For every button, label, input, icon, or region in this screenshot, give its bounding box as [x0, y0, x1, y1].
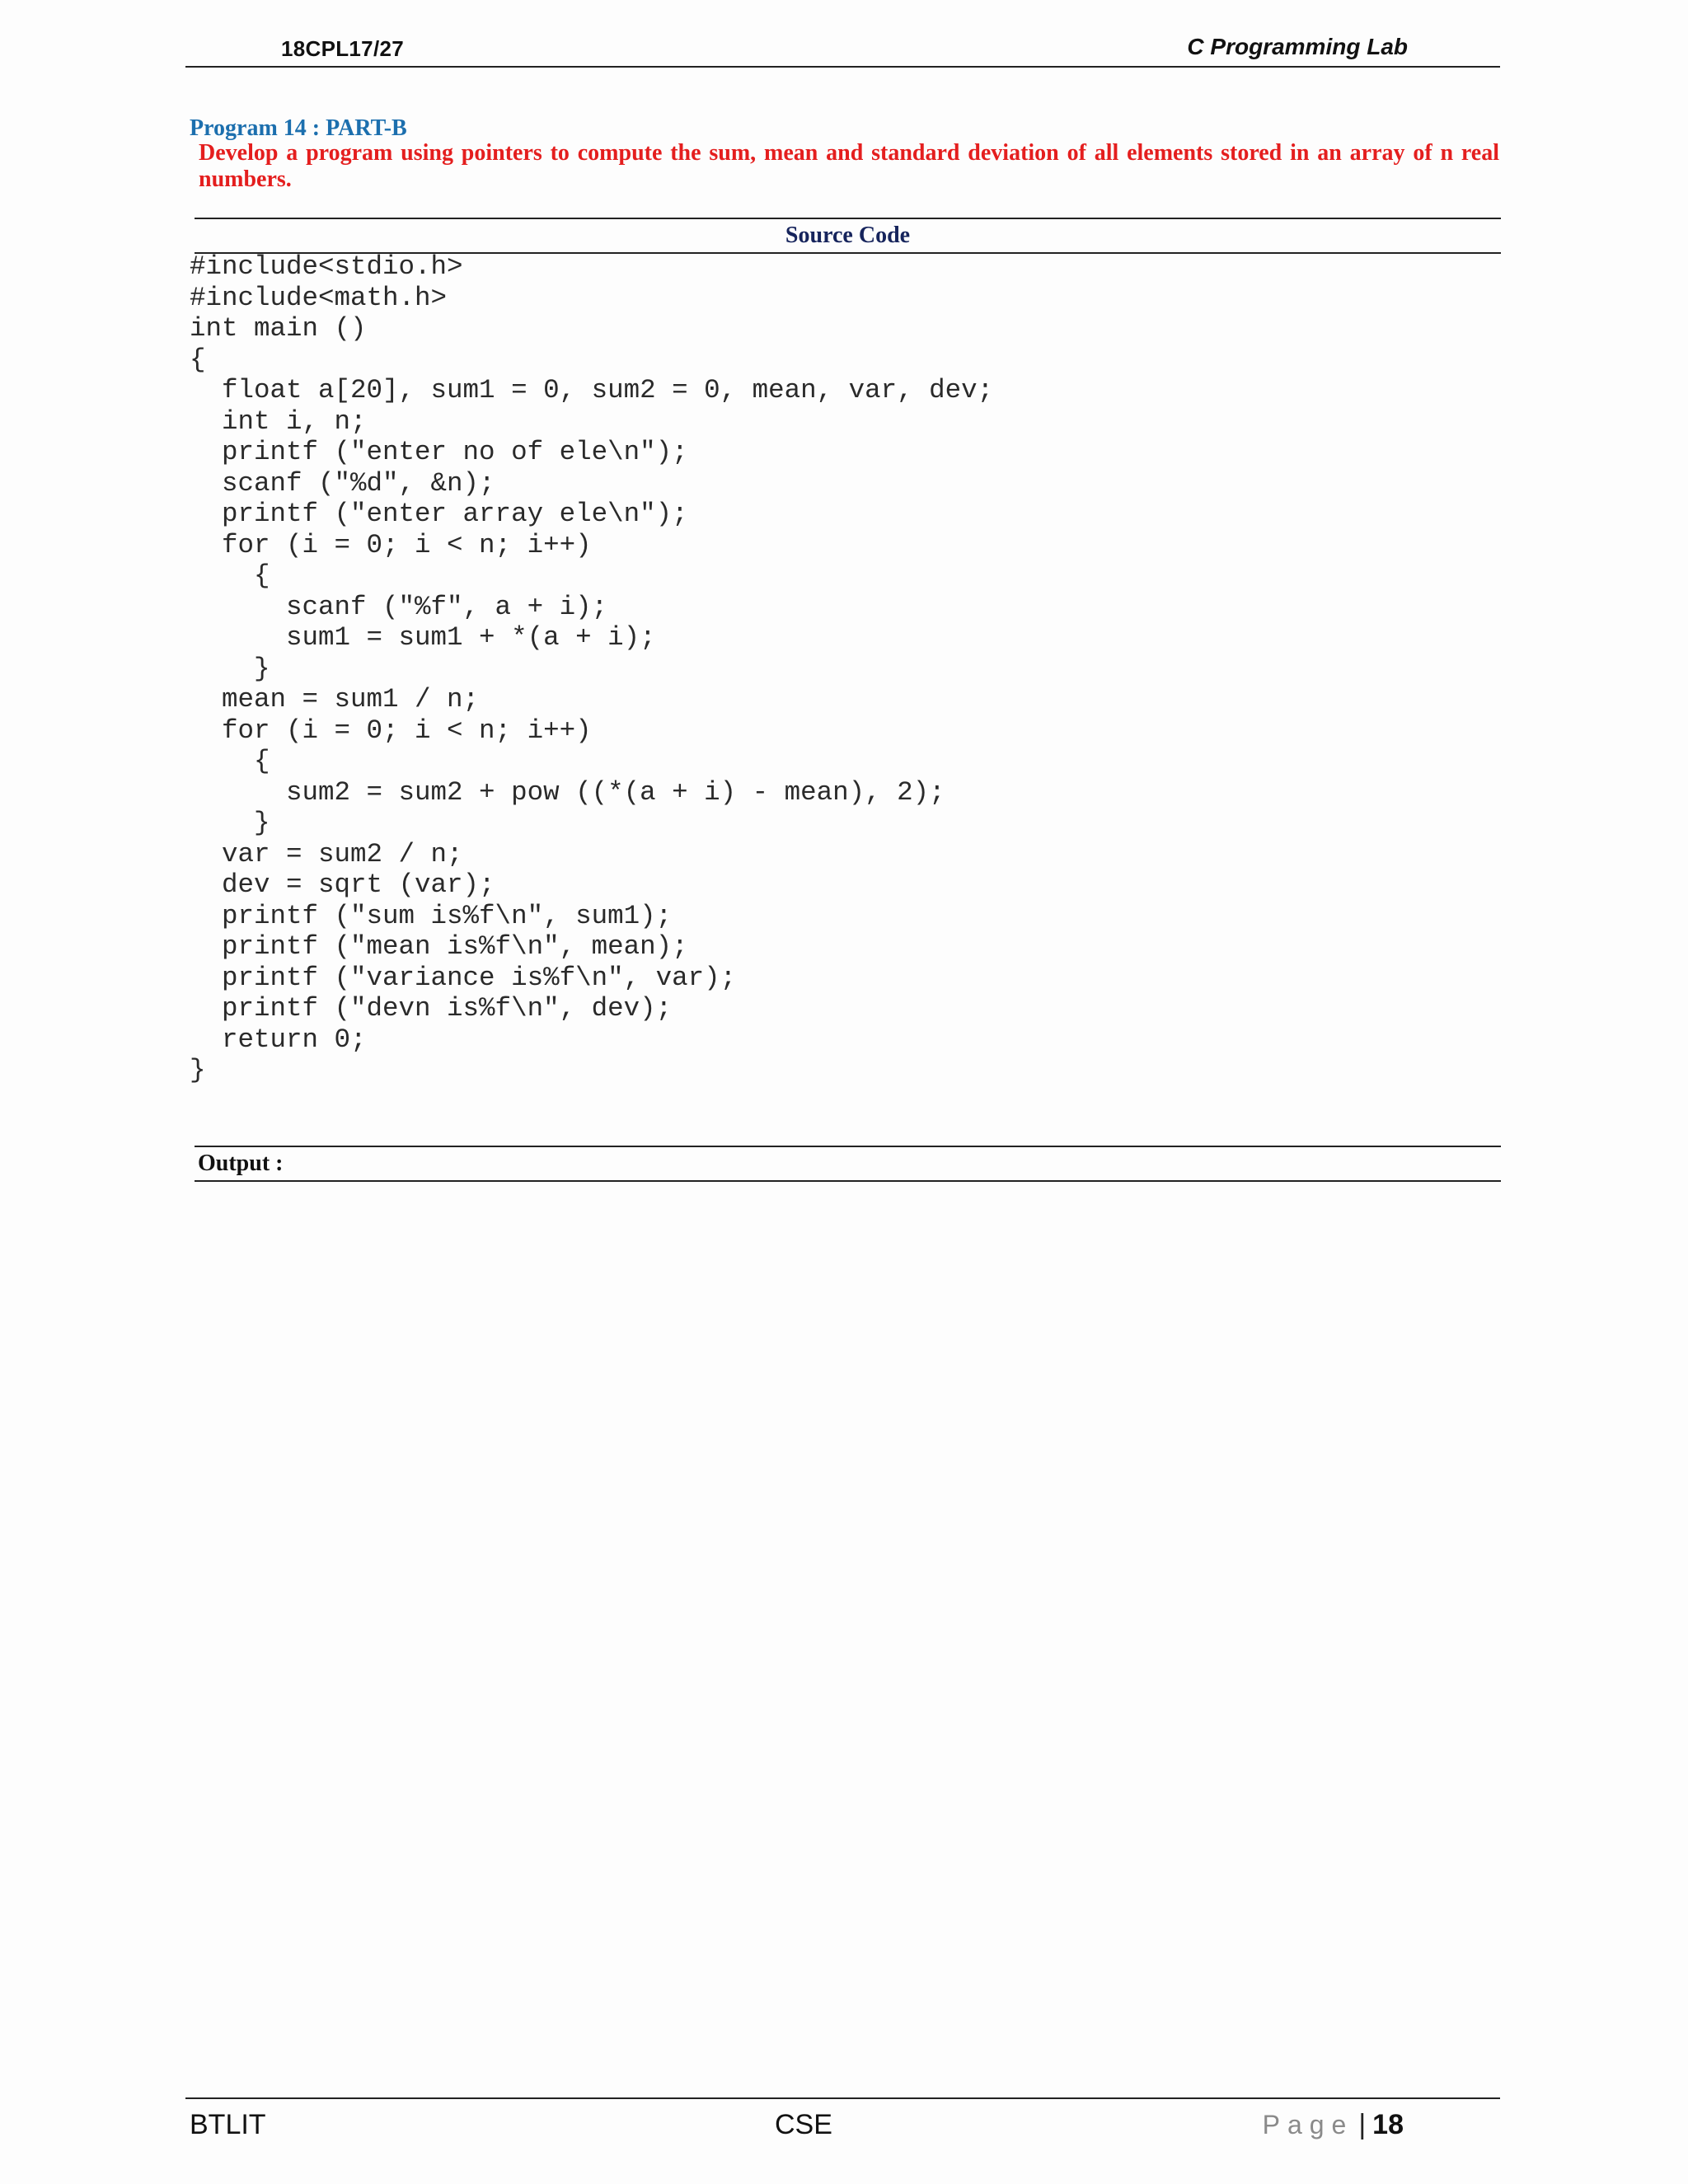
- lab-name: C Programming Lab: [1187, 34, 1408, 59]
- output-label: Output :: [198, 1151, 284, 1176]
- course-code: 18CPL17/27: [281, 36, 404, 61]
- footer-page-word: Page: [1262, 2110, 1354, 2139]
- footer-page-indicator: [1263, 2109, 1404, 2141]
- footer-separator: |: [1358, 2109, 1367, 2140]
- program-title: Program 14 : PART-B: [190, 115, 407, 141]
- output-heading: [195, 1146, 1501, 1182]
- source-code-block: #include<stdio.h> #include<math.h> int main () { float a[20], sum1 = 0, sum2 = 0, mean, var, dev; int i, n; printf ("enter no of ele\n"); scanf ("%d", &n); printf ("enter array ele\n"); for (i = 0; i < n; i++) { scanf ("%f", a + i); sum1 = sum1 + *(a + i); } mean = sum1 / n; for (i = 0; i < n; i++) { sum2 = sum2 + pow ((*(a + i) - mean), 2); } var = sum2 / n; dev = sqrt (var); printf ("sum is%f\n", sum1); printf ("mean is%f\n", mean); printf ("variance is%f\n", var); printf ("devn is%f\n", dev); return 0; }: [190, 251, 994, 1085]
- source-code-heading: Source Code: [195, 218, 1501, 254]
- program-description: Develop a program using pointers to compute the sum, mean and standard deviation of all elements stored in an array of n real numbers.: [199, 140, 1499, 192]
- page-footer: [185, 2097, 1500, 2149]
- page-header: [185, 30, 1500, 68]
- footer-page-number: 18: [1372, 2109, 1404, 2140]
- footer-department: CSE: [775, 2109, 832, 2140]
- footer-institute: BTLIT: [190, 2109, 266, 2140]
